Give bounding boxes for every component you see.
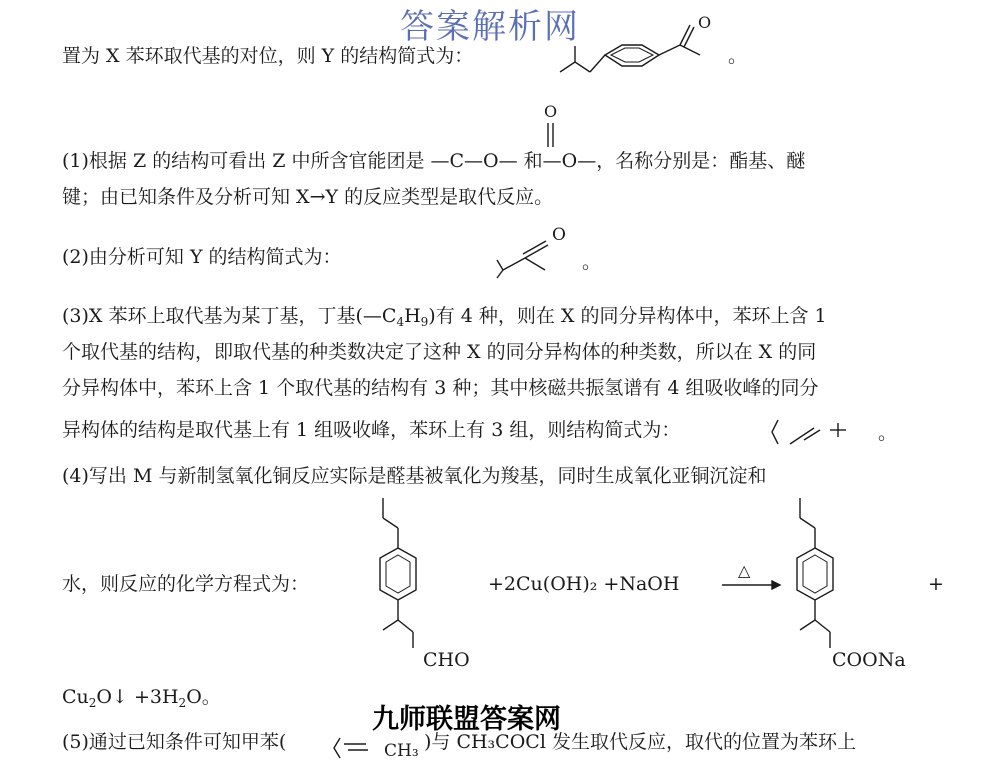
text-line-3: (2)由分析可知 Y 的结构简式为： [62, 246, 342, 268]
text-line-5b: 水，则反应的化学方程式为： [62, 573, 310, 595]
text-line-6: $Cu_2O↓ +3H_2O$。 [62, 686, 221, 710]
text-line-4c: 分异构体中，苯环上含 1 个取代基的结构有 3 种；其中核磁共振氢谱有 4 组吸收峰的同分 [62, 377, 819, 399]
watermark-top: 答案解析网 [400, 7, 580, 47]
svg-text:O: O [698, 13, 712, 32]
text-line-1-end: 。 [728, 45, 748, 67]
svg-text:COONa: COONa [832, 649, 906, 671]
text-line-7-end: )与 CH₃COCl 发生取代反应，取代的位置为苯环上 [424, 731, 856, 753]
watermark-bottom: 九师联盟答案网 [372, 704, 561, 735]
text-line-4d-end: 。 [878, 422, 898, 444]
text-line-3-end: 。 [582, 251, 602, 273]
text-line-2b: 键；由已知条件及分析可知 X→Y 的反应类型是取代反应。 [62, 186, 554, 208]
text-line-4b: 个取代基的结构，即取代基的种类数决定了这种 X 的同分异构体的种类数，所以在 X 的同 [62, 341, 817, 363]
text-line-7: (5)通过已知条件可知甲苯( [62, 731, 287, 753]
svg-text:CHO: CHO [423, 649, 470, 671]
svg-text:O: O [552, 225, 566, 245]
text-line-4d: 异构体的结构是取代基上有 1 组吸收峰，苯环上有 3 组，则结构简式为： [62, 419, 681, 441]
plus-sign: + [928, 573, 944, 595]
text-line-4a: (3)X 苯环上取代基为某丁基，丁基$(—C_4H_9)$有 4 种，则在 X 的同分异构体中，苯环上含 1 [62, 305, 827, 329]
svg-text:O: O [544, 102, 558, 121]
text-line-5a: (4)写出 M 与新制氢氧化铜反应实际是醛基被氧化为羧基，同时生成氧化亚铜沉淀和 [62, 465, 767, 487]
text-line-1: 置为 X 苯环取代基的对位，则 Y 的结构简式为： [62, 45, 474, 67]
text-line-2a: (1)根据 Z 的结构可看出 Z 中所含官能团是 —C—O— 和—O—，名称分别是：酯基、醚 [62, 150, 806, 172]
reagents-text: +2Cu(OH)₂ +NaOH [488, 573, 680, 595]
svg-text:△: △ [738, 561, 751, 580]
svg-text:CH₃: CH₃ [384, 741, 419, 761]
